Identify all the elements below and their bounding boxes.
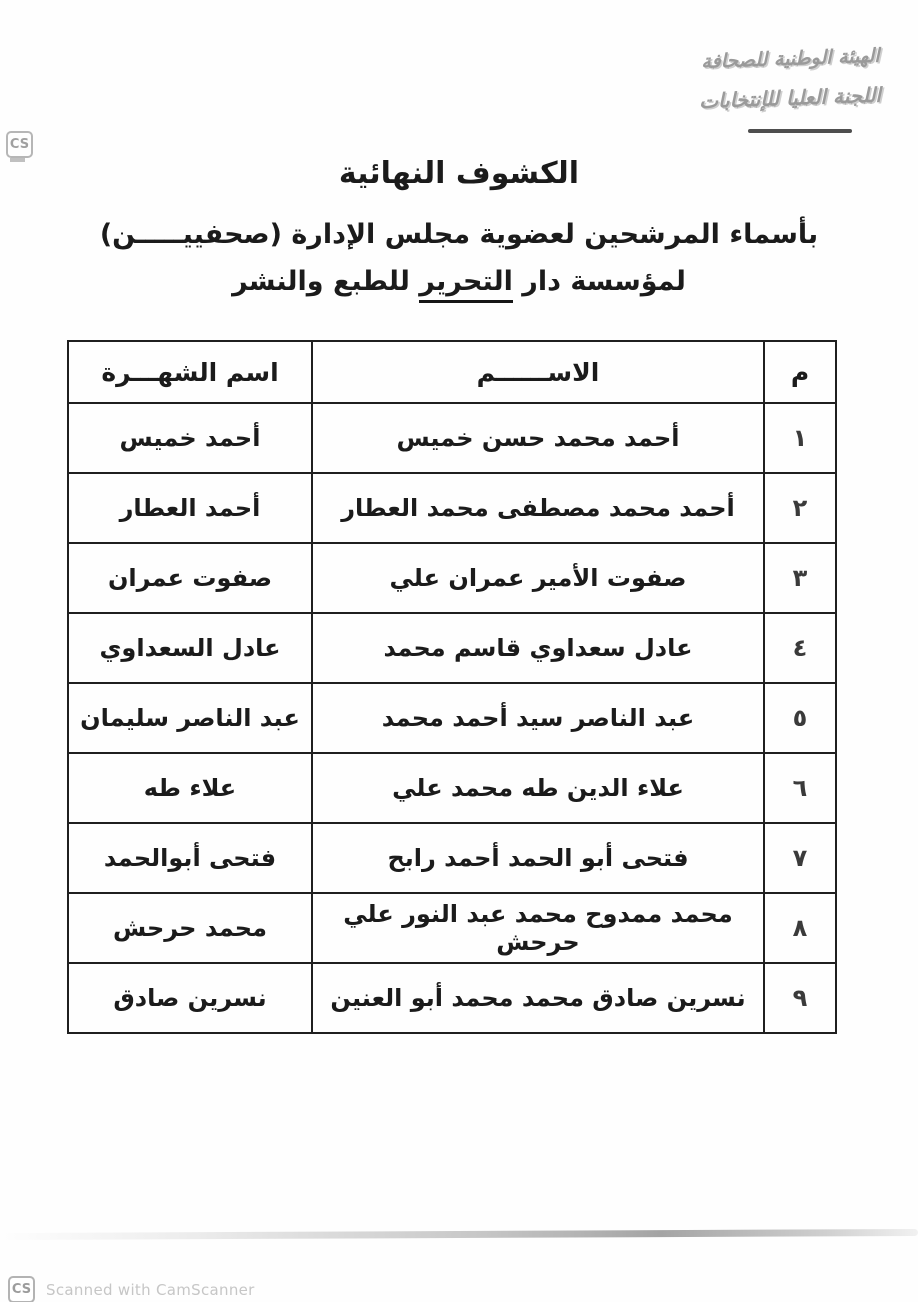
cell-num: ٥ bbox=[764, 683, 836, 753]
table-row bbox=[68, 963, 836, 1033]
cell-nickname: أحمد العطار bbox=[68, 473, 312, 543]
cell-num: ١ bbox=[764, 403, 836, 473]
table-row bbox=[68, 683, 836, 753]
cell-nickname: صفوت عمران bbox=[68, 543, 312, 613]
document-subtitle: بأسماء المرشحين لعضوية مجلس الإدارة (صحفييـــــن) bbox=[99, 219, 819, 250]
cell-nickname: علاء طه bbox=[68, 753, 312, 823]
header-nickname: اسم الشهـــرة bbox=[68, 341, 312, 403]
cell-num: ٣ bbox=[764, 543, 836, 613]
stamp-underline bbox=[748, 129, 852, 133]
table-row bbox=[68, 473, 836, 543]
header-number: م bbox=[764, 341, 836, 403]
cell-nickname: عادل السعداوي bbox=[68, 613, 312, 683]
cell-num: ٢ bbox=[764, 473, 836, 543]
cell-nickname: نسرين صادق bbox=[68, 963, 312, 1033]
cell-num: ٩ bbox=[764, 963, 836, 1033]
cell-num: ٦ bbox=[764, 753, 836, 823]
cell-nickname: محمد حرحش bbox=[68, 893, 312, 963]
cell-name: أحمد محمد مصطفى محمد العطار bbox=[312, 473, 764, 543]
document-title: الكشوف النهائية bbox=[338, 156, 580, 191]
cell-name: عادل سعداوي قاسم محمد bbox=[312, 613, 764, 683]
table-row bbox=[68, 403, 836, 473]
table-row bbox=[68, 823, 836, 893]
cell-name: عبد الناصر سيد أحمد محمد bbox=[312, 683, 764, 753]
cell-name: نسرين صادق محمد محمد أبو العنين bbox=[312, 963, 764, 1033]
table-row bbox=[68, 893, 836, 963]
camscanner-badge-top: CS bbox=[6, 131, 33, 158]
cell-name: فتحى أبو الحمد أحمد رابح bbox=[312, 823, 764, 893]
cell-nickname: فتحى أبوالحمد bbox=[68, 823, 312, 893]
header-name: الاســــــم bbox=[312, 341, 764, 403]
cell-name: علاء الدين طه محمد علي bbox=[312, 753, 764, 823]
authority-stamp bbox=[686, 37, 881, 122]
stamp-line-2: اللجنة العليا للإنتخابات bbox=[698, 82, 882, 113]
table-row bbox=[68, 753, 836, 823]
cell-num: ٨ bbox=[764, 893, 836, 963]
cell-num: ٤ bbox=[764, 613, 836, 683]
candidates-table bbox=[67, 340, 837, 1034]
cell-nickname: عبد الناصر سليمان bbox=[68, 683, 312, 753]
subtitle2-after: للطبع والنشر bbox=[232, 266, 420, 297]
cell-num: ٧ bbox=[764, 823, 836, 893]
camscanner-label: Scanned with CamScanner bbox=[46, 1280, 255, 1299]
subtitle2-underlined-word: التحرير bbox=[419, 266, 513, 303]
table-header-row bbox=[68, 341, 836, 403]
cell-name: صفوت الأمير عمران علي bbox=[312, 543, 764, 613]
table-row bbox=[68, 543, 836, 613]
subtitle2-before: لمؤسسة دار bbox=[512, 266, 686, 297]
table-row bbox=[68, 613, 836, 683]
scan-shadow-line bbox=[0, 1229, 918, 1240]
camscanner-watermark bbox=[8, 1276, 255, 1302]
cell-name: محمد ممدوح محمد عبد النور علي حرحش bbox=[312, 893, 764, 963]
document-subtitle-2 bbox=[0, 266, 918, 297]
table-body bbox=[68, 403, 836, 1033]
cell-nickname: أحمد خميس bbox=[68, 403, 312, 473]
camscanner-badge: CS bbox=[8, 1276, 35, 1302]
cell-name: أحمد محمد حسن خميس bbox=[312, 403, 764, 473]
stamp-line-1: الهيئة الوطنية للصحافة bbox=[700, 44, 880, 73]
